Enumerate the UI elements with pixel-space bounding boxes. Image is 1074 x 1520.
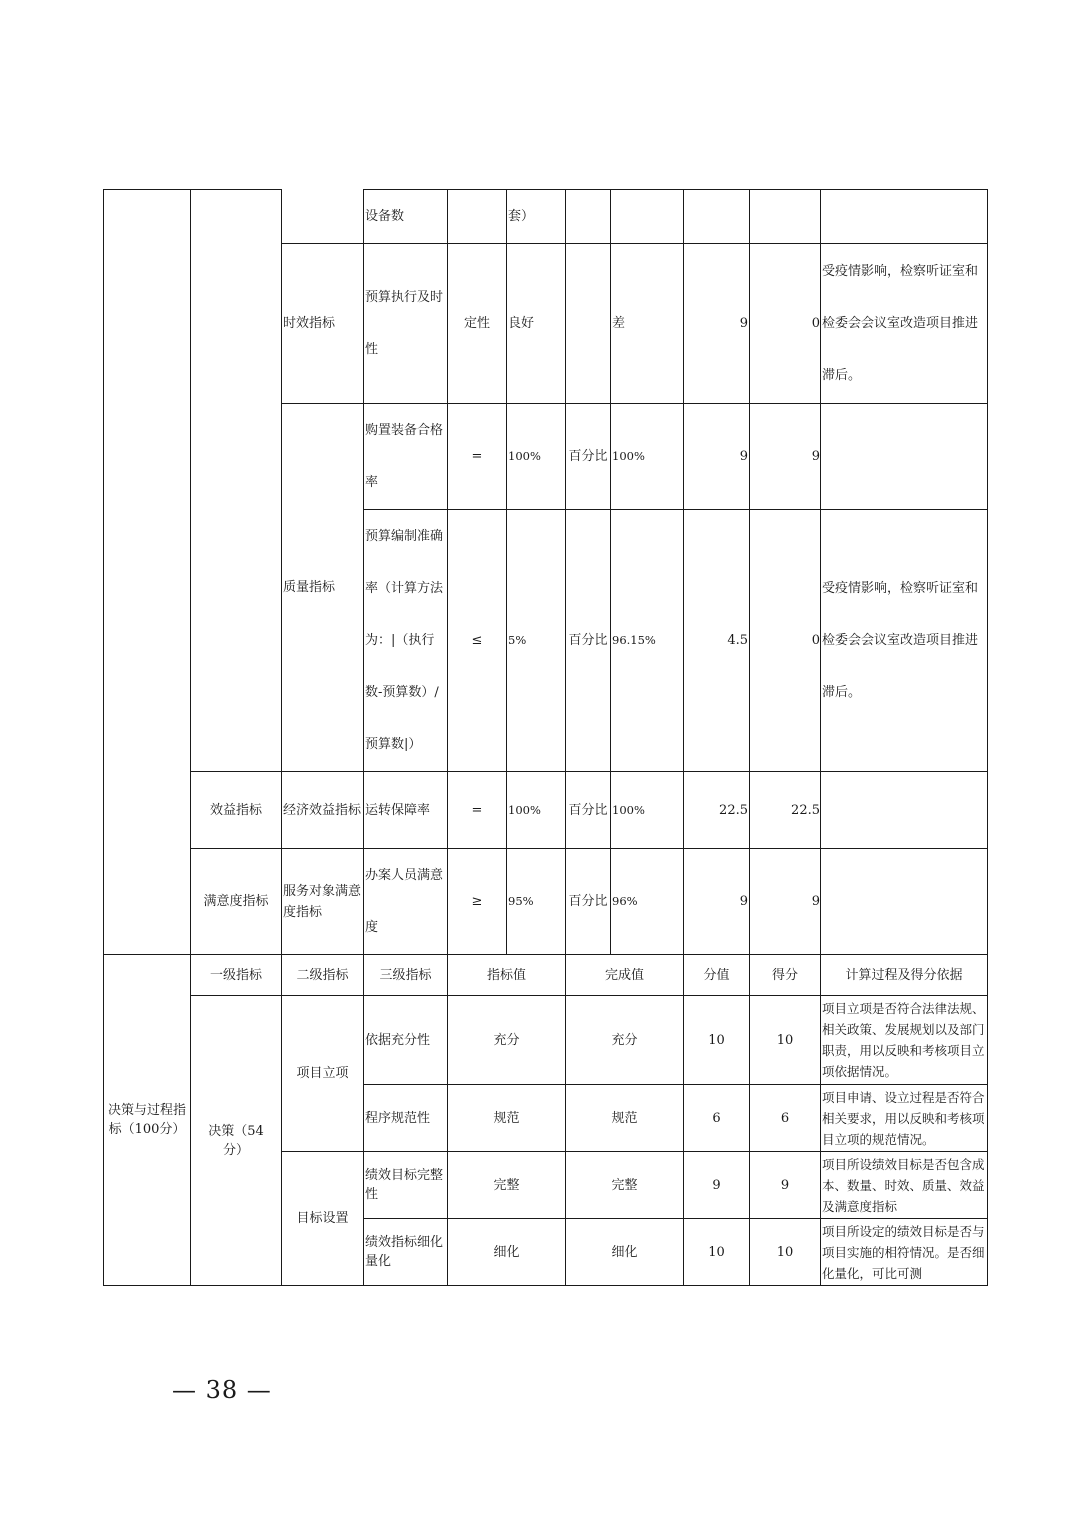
- level1-satisfaction: 满意度指标: [203, 894, 269, 909]
- row-op-cell: =: [471, 449, 483, 464]
- row-level3-cell: 程序规范性: [365, 1110, 431, 1126]
- row-basis-cell: 项目所设定的绩效目标是否与项目实施的相符情况。是否细化量化，可比可测: [822, 1223, 985, 1281]
- row-target-cell: 100%: [508, 802, 541, 817]
- row-level3-cell: 预算执行及时性: [365, 289, 444, 357]
- row-unit-cell: 百分比: [568, 894, 608, 909]
- row-reason-cell: 受疫情影响，检察听证室和检委会会议室改造项目推进滞后。: [822, 580, 979, 700]
- row-basis-cell: 项目申请、设立过程是否符合相关要求，用以反映和考核项目立项的规范情况。: [822, 1089, 985, 1147]
- level2-group: 目标设置: [296, 1211, 349, 1226]
- row-target-cell: 套）: [508, 209, 535, 224]
- row-level3-cell: 绩效指标细化量化: [365, 1235, 444, 1269]
- row-got-cell: 0: [811, 633, 820, 648]
- header-level1: 一级指标: [209, 967, 262, 983]
- row-score-cell: 9: [712, 1177, 721, 1193]
- row-basis-cell: 项目立项是否符合法律法规、相关政策、发展规划以及部门职责，用以反映和考核项目立项依据情况。: [822, 1001, 985, 1079]
- row-unit-cell: 百分比: [568, 802, 608, 818]
- row-score-cell: 4.5: [727, 633, 748, 648]
- row-target-cell: 充分: [493, 1032, 520, 1048]
- level2-quality: 质量指标: [283, 580, 336, 595]
- row-score-cell: 9: [739, 449, 748, 464]
- row-got-cell: 9: [811, 894, 820, 909]
- row-target-cell: 95%: [508, 894, 534, 908]
- row-score-cell: 10: [708, 1244, 725, 1260]
- row-op-cell: ≥: [471, 894, 483, 909]
- row-actual-cell: 规范: [611, 1110, 638, 1126]
- level2-service: 服务对象满意度指标: [283, 883, 362, 920]
- header-actual: 完成值: [604, 967, 644, 983]
- row-score-cell: 10: [708, 1032, 725, 1048]
- row-got-cell: 6: [780, 1110, 790, 1126]
- row-actual-cell: 96.15%: [612, 633, 656, 647]
- row-got-cell: 10: [776, 1244, 794, 1260]
- level1-benefit: 效益指标: [209, 802, 262, 818]
- row-op-cell: =: [471, 802, 483, 818]
- row-level3-cell: 购置装备合格率: [365, 422, 444, 490]
- row-level3-cell: 预算编制准确率（计算方法为：|（执行数-预算数）/预算数|）: [365, 528, 444, 752]
- row-actual-cell: 96%: [612, 894, 638, 908]
- row-target-cell: 良好: [508, 316, 535, 331]
- row-actual-cell: 细化: [611, 1244, 638, 1260]
- row-score-cell: 6: [712, 1110, 721, 1126]
- header-target: 指标值: [486, 967, 526, 983]
- row-level3-cell: 依据充分性: [365, 1032, 431, 1048]
- row-actual-cell: 完整: [611, 1177, 638, 1193]
- row-level3-cell: 绩效目标完整性: [365, 1168, 444, 1202]
- row-got-cell: 22.5: [791, 802, 820, 818]
- row-target-cell: 细化: [493, 1244, 520, 1260]
- row-op-cell: 定性: [463, 316, 490, 331]
- row-level3-cell: 设备数: [365, 209, 405, 224]
- level2-timeliness: 时效指标: [283, 316, 336, 331]
- row-target-cell: 规范: [493, 1110, 520, 1126]
- row-got-cell: 9: [780, 1177, 790, 1193]
- header-level2: 二级指标: [296, 967, 349, 983]
- row-op-cell: ≤: [471, 633, 483, 648]
- level2-economic: 经济效益指标: [283, 802, 362, 818]
- row-target-cell: 100%: [508, 449, 541, 463]
- row-actual-cell: 充分: [611, 1032, 638, 1048]
- level1-decision: 决策（54分）: [208, 1123, 264, 1158]
- header-got: 得分: [771, 967, 798, 983]
- row-target-cell: 完整: [493, 1177, 520, 1193]
- row-actual-cell: 100%: [612, 449, 645, 463]
- row-score-cell: 9: [739, 894, 748, 909]
- level2-group: 项目立项: [296, 1066, 349, 1081]
- row-target-cell: 5%: [508, 633, 527, 647]
- row-actual-cell: 差: [612, 316, 626, 331]
- header-score: 分值: [703, 967, 730, 983]
- row-reason-cell: 受疫情影响，检察听证室和检委会会议室改造项目推进滞后。: [822, 263, 979, 383]
- row-unit-cell: 百分比: [568, 633, 608, 648]
- header-basis: 计算过程及得分依据: [845, 967, 963, 983]
- row-unit-cell: 百分比: [568, 449, 608, 464]
- row-score-cell: 9: [739, 316, 748, 331]
- page-number: — 38 —: [172, 1376, 272, 1404]
- row-got-cell: 10: [776, 1032, 794, 1048]
- row-got-cell: 0: [811, 316, 820, 331]
- row-got-cell: 9: [811, 449, 820, 464]
- row-score-cell: 22.5: [719, 802, 748, 818]
- header-level3: 三级指标: [379, 967, 432, 983]
- row-basis-cell: 项目所设绩效目标是否包含成本、数量、时效、质量、效益及满意度指标: [822, 1156, 985, 1214]
- row-level3-cell: 办案人员满意度: [365, 867, 444, 935]
- row-level3-cell: 运转保障率: [365, 802, 431, 818]
- category-cell: 决策与过程指标（100分）: [108, 1103, 187, 1137]
- row-actual-cell: 100%: [612, 802, 645, 817]
